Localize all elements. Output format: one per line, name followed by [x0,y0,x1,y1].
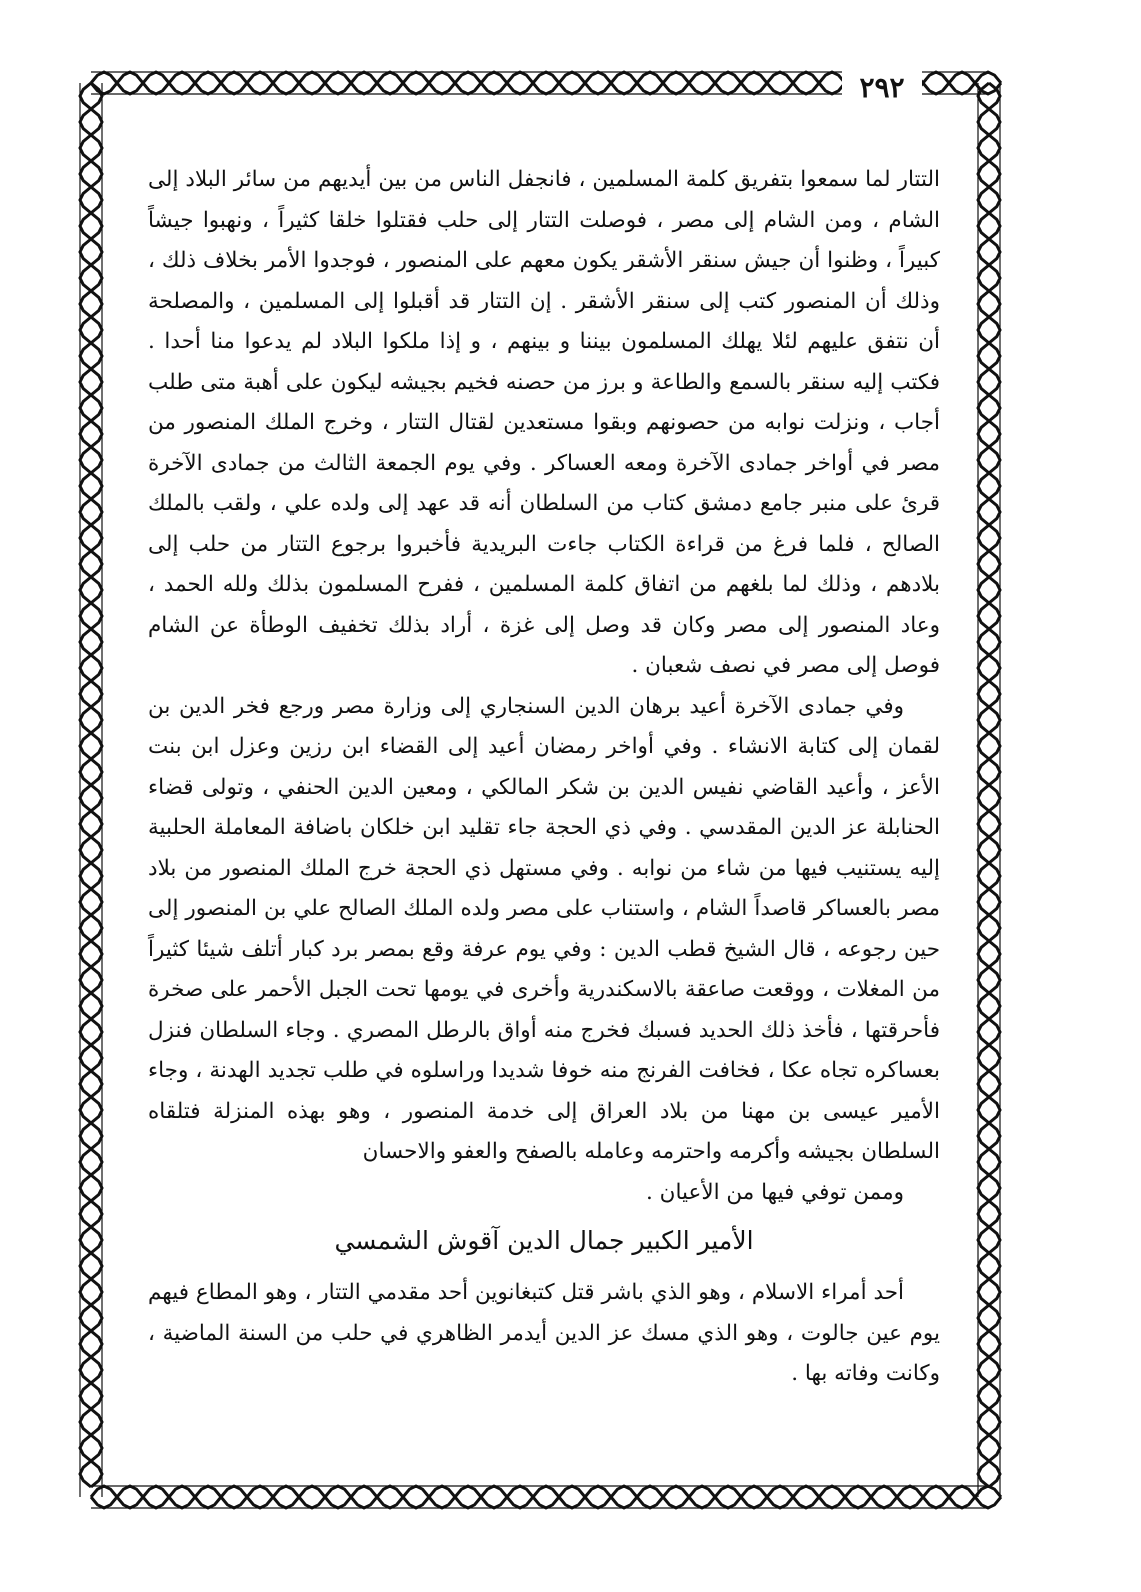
paragraph: وفي جمادى الآخرة أعيد برهان الدين السنجاري إلى وزارة مصر ورجع فخر الدين بن لقمان إلى كتابة الانشاء . وفي أواخر رمضان أعيد إلى القضاء ابن رزين وعزل ابن بنت الأعز ، وأعيد القاضي نفيس الدين بن شكر المالكي ، ومعين الدين الحنفي ، وتولى قضاء الحنابلة عز الدين المقدسي . وفي ذي الحجة جاء تقليد ابن خلكان باضافة المعاملة الحلبية إليه يستنيب فيها من شاء من نوابه . وفي مستهل ذي الحجة خرج الملك المنصور من بلاد مصر بالعساكر قاصداً الشام ، واستناب على مصر ولده الملك الصالح علي بن المنصور إلى حين رجوعه ، قال الشيخ قطب الدين : وفي يوم عرفة وقع بمصر برد كبار أتلف شيئا كثيراً من المغلات ، ووقعت صاعقة بالاسكندرية وأخرى في يومها تحت الجبل الأحمر على صخرة فأحرقتها ، فأخذ ذلك الحديد فسبك فخرج منه أواق بالرطل المصري . وجاء السلطان فنزل بعساكره تجاه عكا ، فخافت الفرنج منه خوفا شديدا وراسلوه في طلب تجديد الهدنة ، وجاء الأمير عيسى بن مهنا من بلاد العراق إلى خدمة المنصور ، وهو بهذه المنزلة فتلقاه السلطان بجيشه وأكرمه واحترمه وعامله بالصفح والعفو والاحسان [148,693,940,1164]
paragraph: وممن توفي فيها من الأعيان . [646,1179,904,1205]
page-number: ٢٩٢ [842,68,922,108]
page-body [148,160,940,1460]
paragraph: التتار لما سمعوا بتفريق كلمة المسلمين ، فانجفل الناس من بين أيديهم من سائر البلاد إلى الشام ، ومن الشام إلى مصر ، فوصلت التتار إلى حلب فقتلوا خلقا كثيراً ، ونهبوا جيشاً كبيراً ، وظنوا أن جيش سنقر الأشقر يكون معهم على المنصور ، فوجدوا الأمر بخلاف ذلك ، وذلك أن المنصور كتب إلى سنقر الأشقر . إن التتار قد أقبلوا إلى المسلمين ، والمصلحة أن نتفق عليهم لئلا يهلك المسلمون بيننا و بينهم ، و إذا ملكوا البلاد لم يدعوا منا أحدا . فكتب إليه سنقر بالسمع والطاعة و برز من حصنه فخيم بجيشه ليكون على أهبة متى طلب أجاب ، ونزلت نوابه من حصونهم وبقوا مستعدين لقتال التتار ، وخرج الملك المنصور من مصر في أواخر جمادى الآخرة ومعه العساكر . وفي يوم الجمعة الثالث من جمادى الآخرة قرئ على منبر جامع دمشق كتاب من السلطان أنه قد عهد إلى ولده علي ، ولقب بالملك الصالح ، فلما فرغ من قراءة الكتاب جاءت البريدية فأخبروا برجوع التتار من حلب إلى بلادهم ، وذلك لما بلغهم من اتفاق كلمة المسلمين ، ففرح المسلمون بذلك ولله الحمد ، وعاد المنصور إلى مصر وكان قد وصل إلى غزة ، أراد بذلك تخفيف الوطأة عن الشام فوصل إلى مصر في نصف شعبان . [148,167,940,678]
border-strand [978,83,1000,1487]
section-heading: الأمير الكبير جمال الدين آقوش الشمسي [334,1226,754,1255]
border-strand [80,83,102,1487]
paragraph: أحد أمراء الاسلام ، وهو الذي باشر قتل كتبغانوين أحد مقدمي التتار ، وهو المطاع فيهم يوم عين جالوت ، وهو الذي مسك عز الدين أيدمر الظاهري في حلب من السنة الماضية ، وكانت وفاته بها . [148,1280,940,1386]
